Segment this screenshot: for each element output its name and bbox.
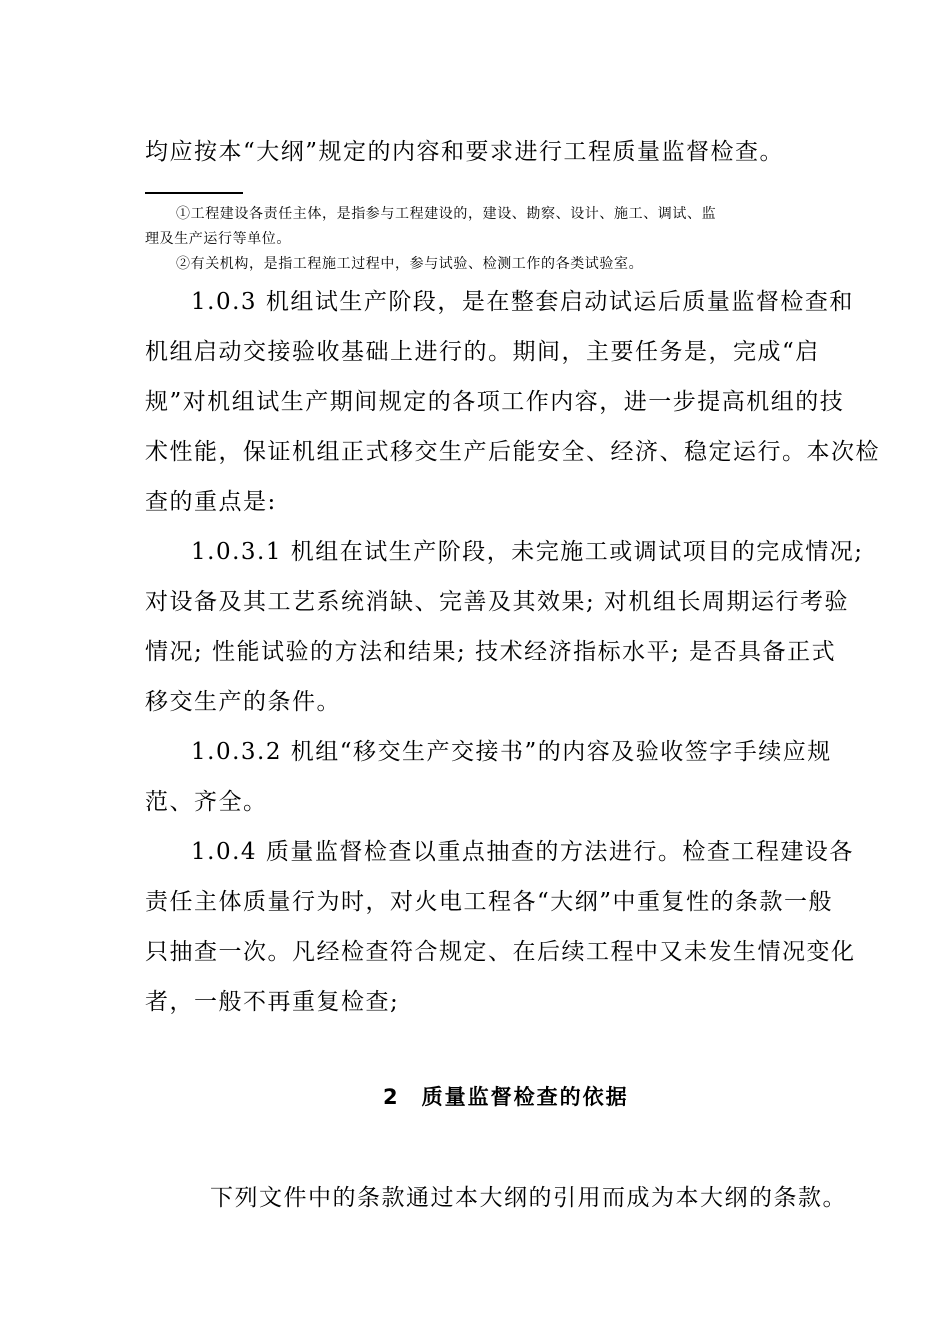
text-line: 均应按本“大纲”规定的内容和要求进行工程质量监督检查。: [145, 139, 785, 165]
paragraph-1-0-3-1: 1.0.3.1 机组在试生产阶段，未完施工或调试项目的完成情况;: [191, 539, 864, 565]
text-line: 下列文件中的条款通过本大纲的引用而成为本大纲的条款。: [210, 1185, 847, 1211]
paragraph-1-0-3-2: 范、齐全。: [145, 789, 268, 815]
paragraph-1-0-4: 责任主体质量行为时，对火电工程各“大纲”中重复性的条款一般: [145, 889, 834, 915]
footnote-separator: [145, 192, 243, 194]
section-number: 2: [383, 1085, 400, 1109]
paragraph-1-0-3-2: 1.0.3.2 机组“移交生产交接书”的内容及验收签字手续应规: [191, 739, 832, 765]
section-heading: [383, 1083, 629, 1111]
paragraph-1-0-3: 术性能，保证机组正式移交生产后能安全、经济、稳定运行。本次检: [145, 439, 880, 465]
paragraph-1-0-4: 者，一般不再重复检查;: [145, 989, 400, 1015]
paragraph-1-0-4: 1.0.4 质量监督检查以重点抽查的方法进行。检查工程建设各: [191, 839, 854, 865]
footnote-1: ①工程建设各责任主体，是指参与工程建设的，建设、勘察、设计、施工、调试、监: [176, 206, 717, 222]
footnote-2: ②有关机构，是指工程施工过程中，参与试验、检测工作的各类试验室。: [176, 256, 644, 272]
paragraph-1-0-3-1: 对设备及其工艺系统消缺、完善及其效果; 对机组长周期运行考验: [145, 589, 850, 615]
paragraph-1-0-3: 1.0.3 机组试生产阶段，是在整套启动试运后质量监督检查和: [191, 289, 854, 315]
paragraph-1-0-3: 查的重点是:: [145, 489, 277, 515]
paragraph-1-0-3: 机组启动交接验收基础上进行的。期间，主要任务是，完成“启: [145, 339, 820, 365]
section-title: 质量监督检查的依据: [421, 1085, 629, 1109]
footnote-1-continued: 理及生产运行等单位。: [145, 231, 291, 247]
paragraph-1-0-3-1: 情况; 性能试验的方法和结果; 技术经济指标水平; 是否具备正式: [145, 639, 837, 665]
paragraph-1-0-3-1: 移交生产的条件。: [145, 689, 341, 715]
paragraph-1-0-3: 规”对机组试生产期间规定的各项工作内容，进一步提高机组的技: [145, 389, 845, 415]
paragraph-1-0-4: 只抽查一次。凡经检查符合规定、在后续工程中又未发生情况变化: [145, 939, 856, 965]
